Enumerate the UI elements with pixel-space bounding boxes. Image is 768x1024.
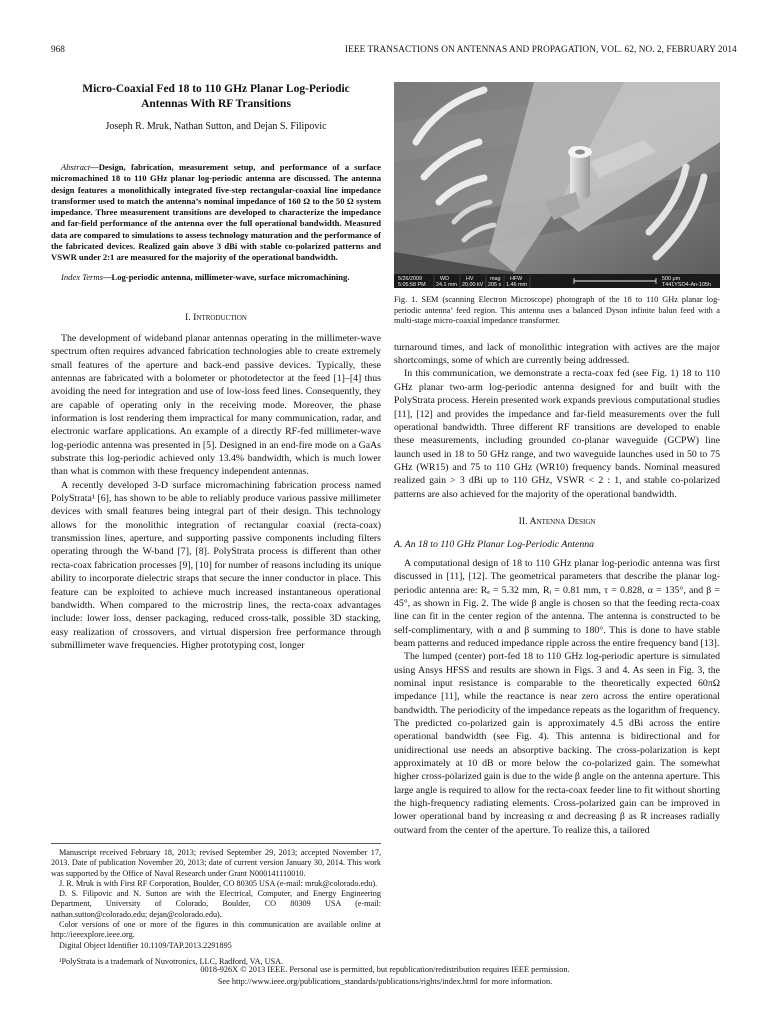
footnote-trademark: ¹PolyStrata is a trademark of Nuvotronics, LLC, Radford, VA, USA. (59, 956, 284, 966)
sem-wd-label: WD (440, 276, 449, 282)
footnotes (51, 843, 381, 967)
design-heading: II. Antenna Design (518, 515, 596, 527)
footnote-mruk: J. R. Mruk is with First RF Corporation, Boulder, CO 80305 USA (e-mail: mruk@colorado.edu). (59, 878, 378, 888)
intro-paragraph-1: The development of wideband planar antennas operating in the millimeter-wave spectrum often requires advanced fabrication technologies able to create extremely small features of the aperture and back-end passive devices. Typically, these antennas are fabricated with a bolometer or photodetector at the feed [1]–[4] thus avoiding the need for integration and use of low-loss feed lines. Consequently, they are capable of operating only in the receiving mode. Moreover, the phase information is lost rendering them impractical for many communication, radar, and electronic warfare applications. An example of a directly RF-fed millimeter-wave log-periodic antenna was presented in [5]. Designed in an end-fire mode on a GaAs substrate this log-periodic achieved only 13.4% bandwidth, which is much lower than what is common with these frequency independent antennas. (51, 332, 381, 478)
sem-hv-value: 20.00 kV (462, 282, 484, 288)
sem-sample-id: T441YSO4-An-105h (662, 282, 711, 288)
sem-mag-label: mag (490, 276, 501, 282)
footnote-doi: Digital Object Identifier 10.1109/TAP.2013.2291895 (59, 940, 232, 950)
sem-photo-graphic (394, 82, 720, 288)
sem-wd-value: 24.1 mm (436, 282, 457, 288)
journal-header: IEEE TRANSACTIONS ON ANTENNAS AND PROPAGATION, VOL. 62, NO. 2, FEBRUARY 2014 (345, 45, 737, 55)
title-line-2: Antennas With RF Transitions (141, 98, 291, 110)
sem-mag-value: 205 x (488, 282, 502, 288)
rights-line: See http://www.ieee.org/publications_standards/publications/rights/index.html for more information. (217, 977, 553, 986)
sem-hfw-label: HFW (510, 276, 523, 282)
design-paragraph-2: The lumped (center) port-fed 18 to 110 GHz log-periodic aperture is simulated using Ansys HFSS and results are shown in Figs. 3 and 4. As seen in Fig. 3, the nominal input resistance is comparable to the theoretically expected 60πΩ impedance [11], while the reactance is near zero across the entire operational bandwidth. The periodicity of the impedance repeats as the logarithm of frequency. The predicted co-polarized gain is approximately 4.5 dBi across the entire operational bandwidth (see Fig. 4). This antenna is bidirectional and for unidirectional use needs an absorptive backing. The cross-polarization is kept approximately at 10 dB or more below the co-polarized gain. The somewhat higher cross-polarized gain is due to the wide β angle on the antenna aperture. This large angle is required to allow for the recta-coax feeder line to fit without shorting the high-frequency radiating elements. Cross-polarized gain can be improved in lower operational band by increasing α and decreasing β as R increases radially outward from the center of the aperture. To realize this, a tailored (394, 651, 720, 836)
index-terms-text: —Log-periodic antenna, millimeter-wave, surface micromachining. (102, 271, 350, 282)
right-column (394, 82, 720, 837)
right-paragraph-continuation: turnaround times, and lack of monolithic integration with actives are the major shortcomings, some of which are currently being addressed. (394, 341, 720, 367)
intro-heading: I. Introduction (185, 311, 247, 323)
figure-1-sem-photo (394, 82, 720, 288)
footnote-color: Color versions of one or more of the figures in this communication are available online at http://ieeexplore.ieee.org. (51, 920, 381, 940)
design-paragraph-1: A computational design of 18 to 110 GHz planar log-periodic antenna was first discussed in [11], [12]. The geometrical parameters that describe the planar log-periodic antenna are: Rₑ = 5.32 mm, Rᵢ = 0.81 mm, τ = 0.828, α = 135°, and β = 45°, as shown in Fig. 2. The wide β angle is chosen so that the feeding recta-coax line can fit in the center region of the antenna. The antenna is constructed to be self-complimentary, with α and β summing to 180°. This is done to have stable beam patterns and reduced impedance ripple across the entire frequency band [13]. (394, 557, 720, 649)
sem-hfw-value: 1.46 mm (506, 282, 527, 288)
sem-time: 5:05:58 PM (398, 282, 426, 288)
sem-scale-label: 500 μm (662, 276, 681, 282)
index-terms-label: Index Terms (61, 271, 103, 282)
design-subheading: A. An 18 to 110 GHz Planar Log-Periodic Antenna (394, 538, 595, 550)
sem-hv-label: HV (466, 276, 474, 282)
authors: Joseph R. Mruk, Nathan Sutton, and Dejan S. Filipovic (105, 121, 327, 132)
copyright-line: 0018-926X © 2013 IEEE. Personal use is permitted, but republication/redistribution requires IEEE permission. (200, 965, 570, 974)
footnote-filipovic: D. S. Filipovic and N. Sutton are with the Electrical, Computer, and Energy Engineering Department, University of Colorado, Boulder, CO 80309 USA (e-mail: nathan.sutton@colorado.edu; dejan@colorado.edu). (51, 889, 381, 919)
title-line-1: Micro-Coaxial Fed 18 to 110 GHz Planar Log-Periodic (82, 83, 350, 95)
paper-title (51, 82, 381, 112)
left-column (51, 82, 381, 652)
page-number: 968 (51, 45, 65, 55)
abstract (51, 162, 381, 264)
sem-date: 5/26/2009 (398, 276, 422, 282)
intro-paragraph-2: A recently developed 3-D surface micromachining fabrication process named PolyStrata¹ [6], has shown to be able to reliably produce various passive millimeter devices with small features being integral part of their design. This technology allows for the monolithic integration of rectangular coaxial (recta-coax) transmission lines, aperture, and supporting passive components including filters operating through the W-band [7], [8]. PolyStrata process is different than other recta-coax fabrication processes [9], [10] for number of reasons including its unique ability to incorporate dielectric straps that secure the inner conductor in place. This feature can be exploited to achieve much increased instantaneous operational bandwidth. When compared to the microstrip lines, the recta-coax advantages include: lower loss, denser packaging, reduced cross-talk, possible 3D stacking, easy realization of crossovers, and virtual dispersion free performance through submillimeter wave frequencies. Higher prototyping cost, longer (51, 479, 381, 651)
footnote-manuscript: Manuscript received February 18, 2013; revised September 29, 2013; accepted November 17, 2013. Date of publication November 20, 2013; date of current version January 30, 2014. This work was supported by the Office of Naval Research under Grant N000141110010. (51, 848, 381, 878)
right-paragraph-1: In this communication, we demonstrate a recta-coax fed (see Fig. 1) 18 to 110 GHz planar two-arm log-periodic antenna designed for and built with the PolyStrata process. Herein presented work expands previous computational studies [11], [12] and provides the impedance and far-field measurements over the full operational bandwidth. Three different RF transitions are developed to enable these measurements, including grounded co-planar waveguide (GCPW) line launch used in 18 to 50 GHz range, and two waveguide launches used in 50 to 75 GHz (WR15) and 75 to 110 GHz (WR10) frequency bands. Nominal measured realized gain > 3 dBi up to 110 GHz, VSWR < 2 : 1, and stable co-polarized patterns are also achieved for the majority of the operational bandwidth. (394, 368, 720, 500)
abstract-text: —Design, fabrication, measurement setup, and performance of a surface micromachined 18 to 110 GHz planar log-periodic antenna are discussed. The antenna design features a monolithically integrated five-step rectangular-coaxial line impedance transformer used to match the antenna’s nominal impedance of 160 Ω to the 50 Ω system impedance. Three measurement transitions are developed to characterize the impedance and far-field performance of the antenna over the full operational bandwidth. Measured data are compared to simulations to assess technology maturation and the performance of the fabricated devices. Realized gain above 3 dBi with stable co-polarized patterns and VSWR under 2:1 are measured for the majority of the operational bandwidth. (51, 162, 381, 263)
index-terms (51, 272, 381, 283)
figure-1-caption: Fig. 1. SEM (scanning Electron Microscope) photograph of the 18 to 110 GHz planar log-periodic antenna’ feed region. This antenna uses a balanced Dyson infinite balun feed with a multi-stage micro-coaxial impedance transformer. (394, 295, 720, 326)
abstract-label: Abstract (61, 162, 91, 172)
